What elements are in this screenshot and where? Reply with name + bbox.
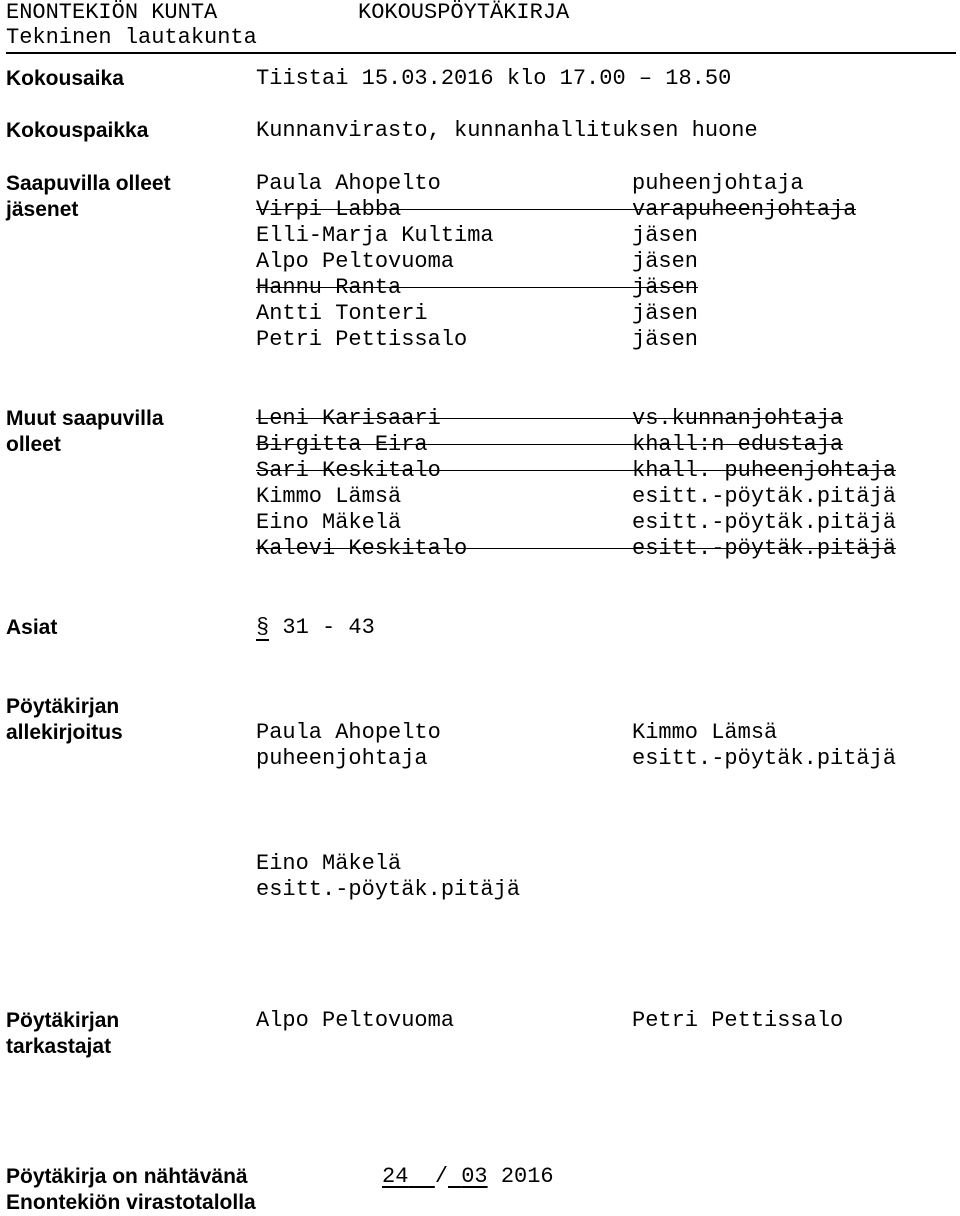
attendee-role: esitt.-pöytäk.pitäjä — [632, 484, 897, 509]
matters-range-line — [256, 615, 375, 641]
attendee-role: jäsen — [632, 249, 699, 274]
others-label: Muut saapuvilla — [6, 407, 164, 430]
attendee-role: esitt.-pöytäk.pitäjä — [632, 536, 897, 561]
meeting-time-value: Tiistai 15.03.2016 klo 17.00 – 18.50 — [256, 66, 732, 91]
signing-label: Pöytäkirjan — [6, 695, 120, 718]
attendee-row — [0, 406, 960, 432]
signing-label-2: allekirjoitus — [6, 721, 123, 744]
checker-name: Petri Pettissalo — [632, 1008, 844, 1033]
attendee-name: Hannu Ranta — [256, 275, 402, 300]
attendee-role: varapuheenjohtaja — [632, 197, 857, 222]
attendee-row — [0, 223, 960, 249]
attendee-role: vs.kunnanjohtaja — [632, 406, 844, 431]
attendee-row — [0, 327, 960, 353]
attendee-name: Leni Karisaari — [256, 406, 441, 431]
attendee-role: jäsen — [632, 301, 699, 326]
signer-title: esitt.-pöytäk.pitäjä — [256, 877, 521, 902]
attendee-role: jäsen — [632, 223, 699, 248]
attendee-role: jäsen — [632, 275, 699, 300]
attendee-role: khall. puheenjohtaja — [632, 458, 897, 483]
attendee-row — [0, 275, 960, 301]
members-label: Saapuvilla olleet — [6, 172, 171, 195]
attendee-role: esitt.-pöytäk.pitäjä — [632, 510, 897, 535]
month-blank — [448, 1164, 461, 1189]
strikethrough-line — [256, 548, 896, 549]
attendee-row — [0, 197, 960, 223]
display-label: Pöytäkirja on nähtävänä — [6, 1165, 248, 1188]
attendee-name: Antti Tonteri — [256, 301, 428, 326]
signer-name: Paula Ahopelto — [256, 720, 441, 745]
signer-title: puheenjohtaja — [256, 746, 428, 771]
checker-name: Alpo Peltovuoma — [256, 1008, 455, 1033]
strikethrough-line — [256, 444, 843, 445]
section-sign: § — [256, 615, 270, 640]
display-day: 24 — [382, 1164, 409, 1189]
attendee-row — [0, 458, 960, 484]
attendee-name: Elli-Marja Kultima — [256, 223, 494, 248]
display-separator: / — [434, 1164, 449, 1189]
committee-name: Tekninen lautakunta — [6, 25, 257, 50]
checkers-label: Pöytäkirjan — [6, 1009, 120, 1032]
attendee-name: Alpo Peltovuoma — [256, 249, 455, 274]
attendee-row — [0, 249, 960, 275]
meeting-place-label: Kokouspaikka — [6, 119, 149, 142]
organization-name: ENONTEKIÖN KUNTA — [6, 0, 218, 25]
checkers-label-2: tarkastajat — [6, 1035, 112, 1058]
signer-name: Kimmo Lämsä — [632, 720, 778, 745]
document-type: KOKOUSPÖYTÄKIRJA — [358, 0, 570, 25]
attendee-row — [0, 171, 960, 197]
attendee-role: khall:n edustaja — [632, 432, 844, 457]
meeting-time-label: Kokousaika — [6, 67, 124, 90]
attendee-role: puheenjohtaja — [632, 171, 804, 196]
signer-title: esitt.-pöytäk.pitäjä — [632, 746, 897, 771]
attendee-name: Virpi Labba — [256, 197, 402, 222]
attendee-role: jäsen — [632, 327, 699, 352]
matters-range: 31 - 43 — [269, 615, 375, 640]
meeting-place-value: Kunnanvirasto, kunnanhallituksen huone — [256, 118, 758, 143]
matters-label: Asiat — [6, 616, 58, 639]
day-blank — [408, 1164, 434, 1189]
strikethrough-line — [256, 287, 698, 288]
attendee-name: Sari Keskitalo — [256, 458, 441, 483]
strikethrough-line — [256, 470, 896, 471]
attendee-name: Petri Pettissalo — [256, 327, 468, 352]
display-month: 03 — [461, 1164, 488, 1189]
others-label-2: olleet — [6, 433, 61, 456]
strikethrough-line — [256, 209, 856, 210]
attendee-name: Kimmo Lämsä — [256, 484, 402, 509]
attendee-name: Paula Ahopelto — [256, 171, 441, 196]
strikethrough-line — [256, 418, 843, 419]
display-year: 2016 — [500, 1164, 554, 1189]
year-gap — [488, 1164, 501, 1189]
display-label-2: Enontekiön virastotalolla — [6, 1191, 256, 1214]
display-date — [382, 1164, 554, 1190]
attendee-row — [0, 536, 960, 562]
header-divider — [6, 52, 956, 54]
members-label-2: jäsenet — [6, 198, 79, 221]
attendee-row — [0, 510, 960, 536]
attendee-row — [0, 432, 960, 458]
attendee-row — [0, 301, 960, 327]
attendee-name: Birgitta Eira — [256, 432, 428, 457]
signer-name: Eino Mäkelä — [256, 851, 402, 876]
attendee-name: Eino Mäkelä — [256, 510, 402, 535]
attendee-row — [0, 484, 960, 510]
attendee-name: Kalevi Keskitalo — [256, 536, 468, 561]
